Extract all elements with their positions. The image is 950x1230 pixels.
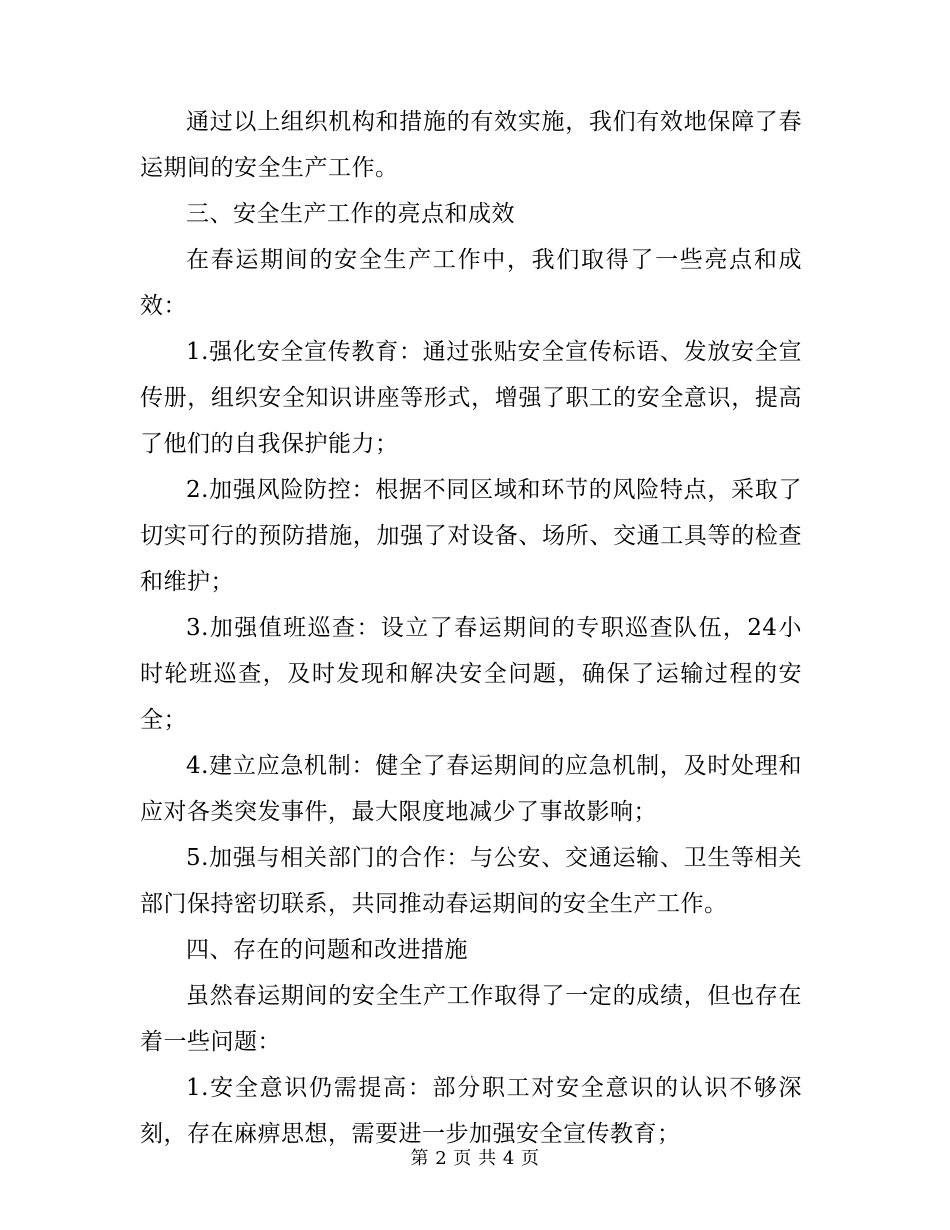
list-item-highlight-3: 3.加强值班巡查：设立了春运期间的专职巡查队伍，24小时轮班巡查，及时发现和解决安全问题，确保了运输过程的安全； xyxy=(140,615,802,733)
list-item-highlight-4: 4.建立应急机制：健全了春运期间的应急机制，及时处理和应对各类突发事件，最大限度地减少了事故影响； xyxy=(140,753,802,825)
list-item-problem-1: 1.安全意识仍需提高：部分职工对安全意识的认识不够深刻，存在麻痹思想，需要进一步加强安全宣传教育； xyxy=(140,1075,802,1147)
paragraph-summary: 通过以上组织机构和措施的有效实施，我们有效地保障了春运期间的安全生产工作。 xyxy=(140,109,802,181)
paragraph-highlights-intro: 在春运期间的安全生产工作中，我们取得了一些亮点和成效： xyxy=(140,247,802,319)
document-body xyxy=(140,99,802,1157)
section-heading-highlights: 三、安全生产工作的亮点和成效 xyxy=(186,201,515,227)
page-number-footer: 第 2 页 共 4 页 xyxy=(410,1148,540,1169)
list-item-highlight-5: 5.加强与相关部门的合作：与公安、交通运输、卫生等相关部门保持密切联系，共同推动春运期间的安全生产工作。 xyxy=(140,845,802,917)
section-heading-problems: 四、存在的问题和改进措施 xyxy=(186,937,468,963)
list-item-highlight-2: 2.加强风险防控：根据不同区域和环节的风险特点，采取了切实可行的预防措施，加强了对设备、场所、交通工具等的检查和维护； xyxy=(140,477,802,595)
paragraph-problems-intro: 虽然春运期间的安全生产工作取得了一定的成绩，但也存在着一些问题： xyxy=(140,983,802,1055)
list-item-highlight-1: 1.强化安全宣传教育：通过张贴安全宣传标语、发放安全宣传册，组织安全知识讲座等形式，增强了职工的安全意识，提高了他们的自我保护能力； xyxy=(140,339,802,457)
